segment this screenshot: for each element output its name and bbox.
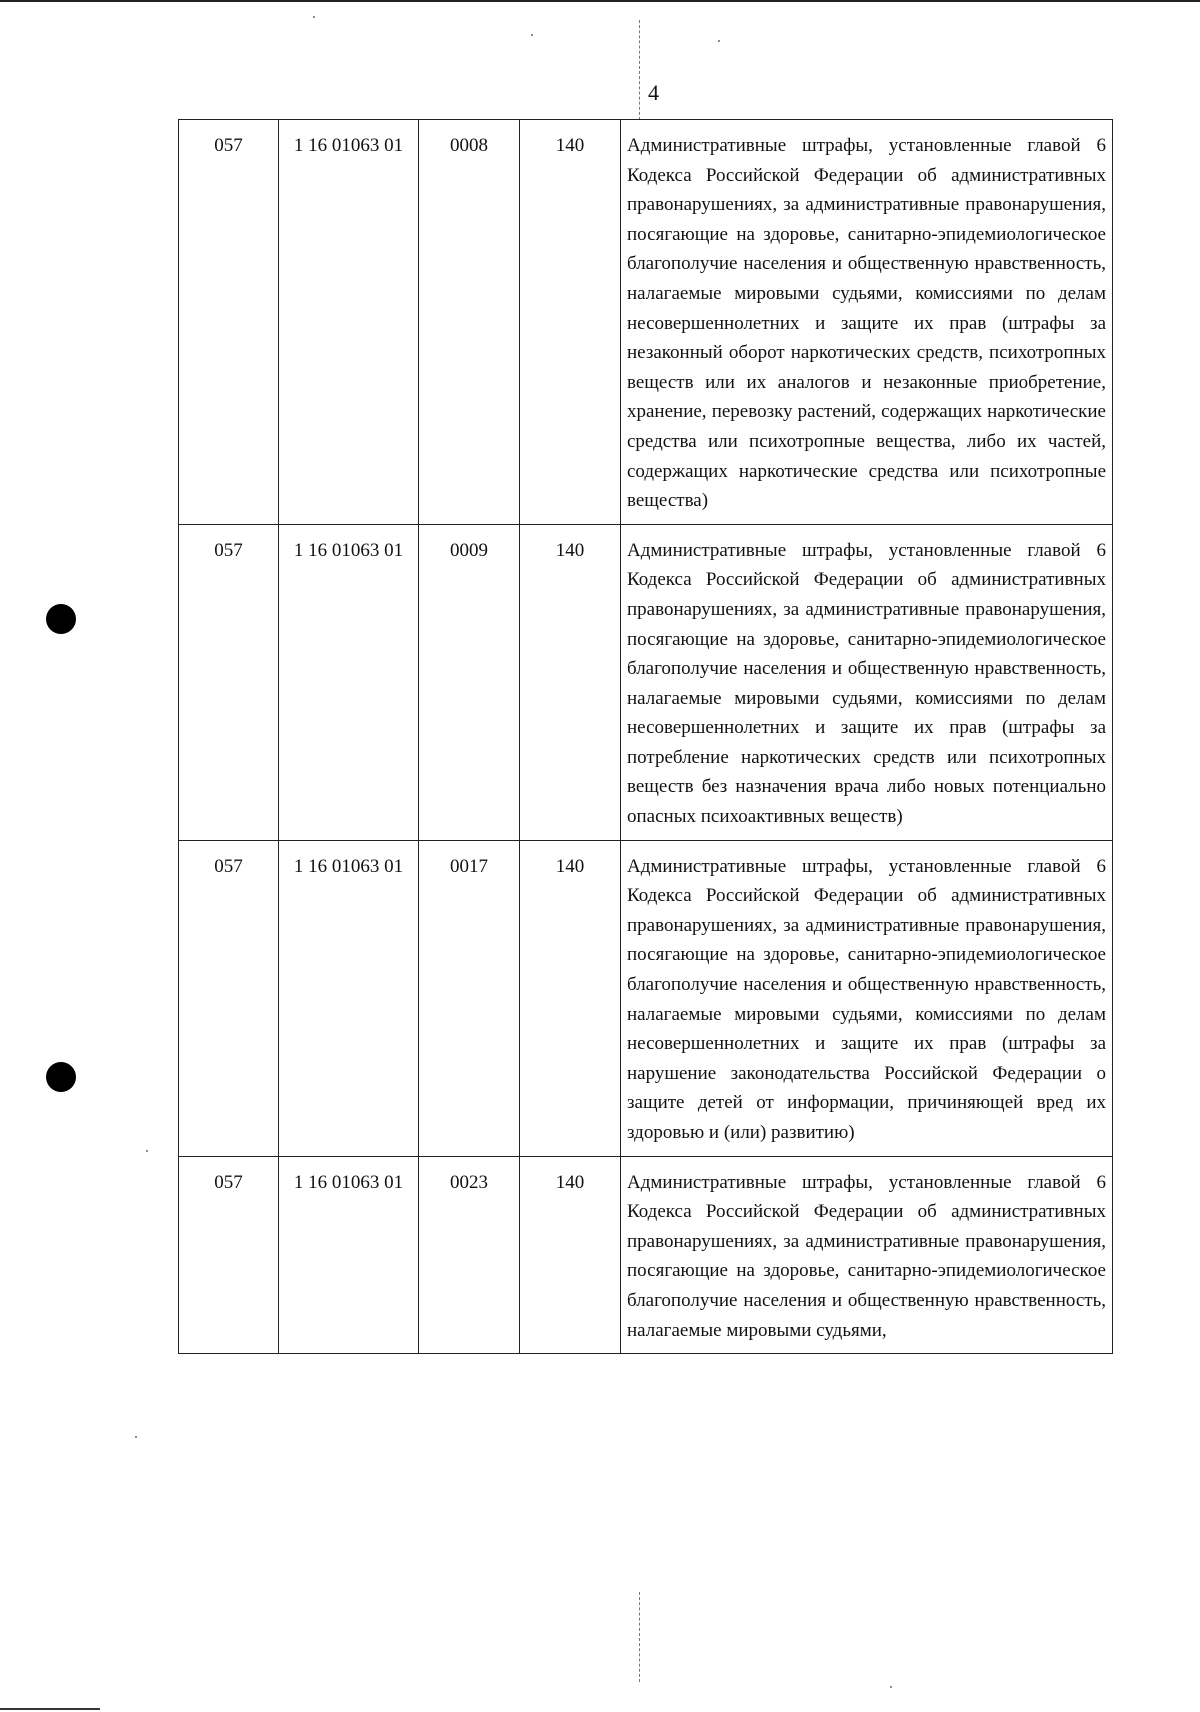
kbk-cell: 1 16 01063 01 [279,524,419,840]
kosgu-cell: 140 [520,120,621,525]
punch-hole [46,604,76,634]
admin-code-cell: 057 [179,840,279,1156]
subcode-cell: 0017 [419,840,520,1156]
punch-hole [46,1062,76,1092]
scan-speck [531,34,533,36]
kosgu-cell: 140 [520,840,621,1156]
kosgu-cell: 140 [520,524,621,840]
subcode-cell: 0023 [419,1156,520,1354]
description-cell: Административные штрафы, установленные главой 6 Кодекса Российской Федерации об административных правонарушениях, за административные правонарушения, посягающие на здоровье, санитарно-эпидемиологическое благополучие населения и общественную нравственность, налагаемые мировыми судьями, [621,1156,1113,1354]
scan-speck [146,1150,148,1152]
budget-codes-table [178,119,1113,1354]
admin-code-cell: 057 [179,524,279,840]
kbk-cell: 1 16 01063 01 [279,840,419,1156]
kosgu-cell: 140 [520,1156,621,1354]
subcode-cell: 0008 [419,120,520,525]
kbk-cell: 1 16 01063 01 [279,120,419,525]
bottom-edge-rule [0,1708,100,1710]
table-row [179,524,1113,840]
subcode-cell: 0009 [419,524,520,840]
admin-code-cell: 057 [179,120,279,525]
table-row [179,840,1113,1156]
admin-code-cell: 057 [179,1156,279,1354]
top-edge-rule [0,0,1200,2]
scan-artifact-line [639,20,640,120]
scan-speck [135,1436,137,1438]
scan-speck [890,1686,892,1688]
kbk-cell: 1 16 01063 01 [279,1156,419,1354]
page-number: 4 [648,80,659,105]
description-cell: Административные штрафы, установленные главой 6 Кодекса Российской Федерации об административных правонарушениях, за административные правонарушения, посягающие на здоровье, санитарно-эпидемиологическое благополучие населения и общественную нравственность, налагаемые мировыми судьями, комиссиями по делам несовершеннолетних и защите их прав (штрафы за нарушение законодательства Российской Федерации о защите детей от информации, причиняющей вред их здоровью и (или) развитию) [621,840,1113,1156]
scan-speck [718,40,720,42]
table-row [179,1156,1113,1354]
scan-speck [313,16,315,18]
description-cell: Административные штрафы, установленные главой 6 Кодекса Российской Федерации об административных правонарушениях, за административные правонарушения, посягающие на здоровье, санитарно-эпидемиологическое благополучие населения и общественную нравственность, налагаемые мировыми судьями, комиссиями по делам несовершеннолетних и защите их прав (штрафы за незаконный оборот наркотических средств, психотропных веществ или их аналогов и незаконные приобретение, хранение, перевозку растений, содержащих наркотические средства или психотропные вещества, либо их частей, содержащих наркотические средства или психотропные вещества) [621,120,1113,525]
table-row [179,120,1113,525]
scan-artifact-line [639,1592,640,1682]
description-cell: Административные штрафы, установленные главой 6 Кодекса Российской Федерации об административных правонарушениях, за административные правонарушения, посягающие на здоровье, санитарно-эпидемиологическое благополучие населения и общественную нравственность, налагаемые мировыми судьями, комиссиями по делам несовершеннолетних и защите их прав (штрафы за потребление наркотических средств или психотропных веществ без назначения врача либо новых потенциально опасных психоактивных веществ) [621,524,1113,840]
